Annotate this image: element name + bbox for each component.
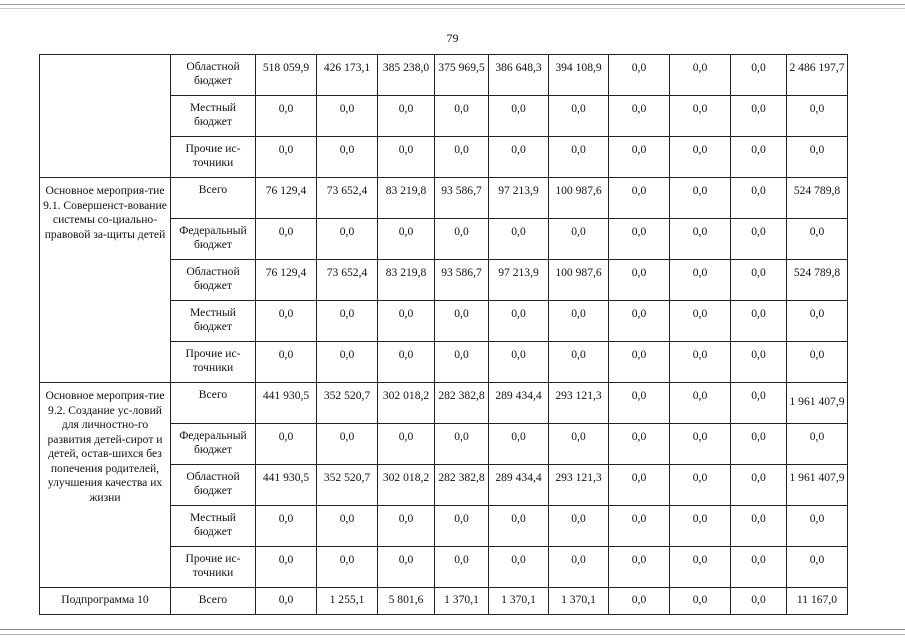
table-row — [40, 178, 848, 219]
value-cell: 0,0 — [731, 301, 787, 342]
source-cell: Местный бюджет — [171, 506, 256, 547]
value-cell: 1 961 407,9 — [787, 383, 848, 424]
event-name-cell: Основное мероприя-тие 9.1. Совершенст-вование системы со-циально-правовой за-щиты детей — [40, 178, 171, 383]
value-cell: 0,0 — [489, 137, 549, 178]
value-cell: 0,0 — [435, 506, 489, 547]
value-cell: 0,0 — [670, 55, 731, 96]
value-cell: 0,0 — [549, 424, 609, 465]
value-cell: 352 520,7 — [317, 383, 378, 424]
event-name-cell: Основное мероприя-тие 9.2. Создание ус-ловий для личностно-го развития детей-сирот и детей, остав-шихся без попечения родителей, улучшения качества их жизни — [40, 383, 171, 588]
top-rule — [0, 4, 905, 5]
value-cell: 0,0 — [549, 219, 609, 260]
value-cell: 0,0 — [256, 96, 317, 137]
value-cell: 0,0 — [609, 383, 670, 424]
value-cell: 0,0 — [670, 301, 731, 342]
value-cell: 0,0 — [670, 137, 731, 178]
value-cell: 0,0 — [670, 342, 731, 383]
value-cell: 441 930,5 — [256, 383, 317, 424]
value-cell: 0,0 — [731, 260, 787, 301]
value-cell: 0,0 — [489, 547, 549, 588]
value-cell: 76 129,4 — [256, 178, 317, 219]
table-row — [40, 588, 848, 615]
value-cell: 93 586,7 — [435, 260, 489, 301]
value-cell: 0,0 — [378, 547, 435, 588]
value-cell: 0,0 — [378, 424, 435, 465]
value-cell: 0,0 — [549, 342, 609, 383]
value-cell: 293 121,3 — [549, 383, 609, 424]
value-cell: 83 219,8 — [378, 260, 435, 301]
value-cell: 0,0 — [549, 506, 609, 547]
value-cell: 0,0 — [317, 424, 378, 465]
value-cell: 1 370,1 — [489, 588, 549, 615]
value-cell: 0,0 — [787, 301, 848, 342]
value-cell: 0,0 — [609, 137, 670, 178]
source-cell: Федеральный бюджет — [171, 424, 256, 465]
value-cell: 0,0 — [670, 178, 731, 219]
budget-table-body — [40, 55, 848, 615]
source-cell: Федеральный бюджет — [171, 219, 256, 260]
table-row — [40, 383, 848, 424]
value-cell: 0,0 — [670, 465, 731, 506]
value-cell: 0,0 — [317, 342, 378, 383]
value-cell: 0,0 — [787, 137, 848, 178]
value-cell: 100 987,6 — [549, 260, 609, 301]
value-cell: 0,0 — [378, 137, 435, 178]
value-cell: 1 961 407,9 — [787, 465, 848, 506]
value-cell: 0,0 — [317, 96, 378, 137]
value-cell: 0,0 — [256, 547, 317, 588]
value-cell: 0,0 — [489, 342, 549, 383]
value-cell: 0,0 — [549, 96, 609, 137]
source-cell: Прочие ис-точники — [171, 137, 256, 178]
value-cell: 0,0 — [731, 547, 787, 588]
event-name-cell — [40, 55, 171, 178]
source-cell: Всего — [171, 588, 256, 615]
value-cell: 0,0 — [549, 301, 609, 342]
value-cell: 0,0 — [256, 506, 317, 547]
value-cell: 0,0 — [549, 547, 609, 588]
value-cell: 0,0 — [378, 301, 435, 342]
value-cell: 0,0 — [731, 424, 787, 465]
value-cell: 0,0 — [435, 301, 489, 342]
value-cell: 0,0 — [489, 301, 549, 342]
value-cell: 0,0 — [609, 96, 670, 137]
source-cell: Местный бюджет — [171, 301, 256, 342]
value-cell: 76 129,4 — [256, 260, 317, 301]
value-cell: 302 018,2 — [378, 465, 435, 506]
value-cell: 93 586,7 — [435, 178, 489, 219]
value-cell: 0,0 — [317, 219, 378, 260]
value-cell: 426 173,1 — [317, 55, 378, 96]
value-cell: 0,0 — [378, 96, 435, 137]
top-rule-secondary — [0, 8, 905, 9]
source-cell: Областной бюджет — [171, 260, 256, 301]
value-cell: 0,0 — [378, 506, 435, 547]
value-cell: 83 219,8 — [378, 178, 435, 219]
value-cell: 0,0 — [317, 301, 378, 342]
value-cell: 0,0 — [787, 219, 848, 260]
value-cell: 0,0 — [731, 178, 787, 219]
value-cell: 0,0 — [670, 219, 731, 260]
value-cell: 0,0 — [787, 547, 848, 588]
value-cell: 386 648,3 — [489, 55, 549, 96]
value-cell: 0,0 — [489, 424, 549, 465]
value-cell: 0,0 — [731, 588, 787, 615]
value-cell: 0,0 — [256, 424, 317, 465]
value-cell: 5 801,6 — [378, 588, 435, 615]
source-cell: Всего — [171, 178, 256, 219]
source-cell: Местный бюджет — [171, 96, 256, 137]
value-cell: 394 108,9 — [549, 55, 609, 96]
value-cell: 0,0 — [609, 219, 670, 260]
value-cell: 100 987,6 — [549, 178, 609, 219]
value-cell: 11 167,0 — [787, 588, 848, 615]
value-cell: 0,0 — [609, 588, 670, 615]
value-cell: 352 520,7 — [317, 465, 378, 506]
page-number: 79 — [446, 31, 459, 45]
value-cell: 0,0 — [378, 219, 435, 260]
value-cell: 293 121,3 — [549, 465, 609, 506]
source-cell: Областной бюджет — [171, 465, 256, 506]
value-cell: 0,0 — [317, 506, 378, 547]
value-cell: 0,0 — [609, 424, 670, 465]
value-cell: 0,0 — [435, 137, 489, 178]
value-cell: 289 434,4 — [489, 383, 549, 424]
value-cell: 0,0 — [787, 96, 848, 137]
value-cell: 0,0 — [670, 506, 731, 547]
value-cell: 282 382,8 — [435, 383, 489, 424]
table-row — [40, 55, 848, 96]
value-cell: 0,0 — [731, 137, 787, 178]
value-cell: 73 652,4 — [317, 178, 378, 219]
value-cell: 0,0 — [256, 588, 317, 615]
value-cell: 0,0 — [609, 465, 670, 506]
value-cell: 0,0 — [549, 137, 609, 178]
value-cell: 0,0 — [731, 465, 787, 506]
value-cell: 0,0 — [670, 547, 731, 588]
value-cell: 0,0 — [256, 342, 317, 383]
value-cell: 302 018,2 — [378, 383, 435, 424]
source-cell: Прочие ис-точники — [171, 547, 256, 588]
value-cell: 0,0 — [731, 342, 787, 383]
source-cell: Прочие ис-точники — [171, 342, 256, 383]
value-cell: 1 370,1 — [549, 588, 609, 615]
value-cell: 0,0 — [609, 506, 670, 547]
value-cell: 0,0 — [609, 55, 670, 96]
value-cell: 0,0 — [731, 96, 787, 137]
value-cell: 0,0 — [670, 383, 731, 424]
value-cell: 2 486 197,7 — [787, 55, 848, 96]
value-cell: 0,0 — [256, 301, 317, 342]
budget-table — [39, 54, 848, 615]
value-cell: 0,0 — [609, 301, 670, 342]
value-cell: 385 238,0 — [378, 55, 435, 96]
value-cell: 518 059,9 — [256, 55, 317, 96]
value-cell: 1 370,1 — [435, 588, 489, 615]
value-cell: 0,0 — [787, 506, 848, 547]
value-cell: 0,0 — [489, 219, 549, 260]
value-cell: 0,0 — [435, 547, 489, 588]
value-cell: 282 382,8 — [435, 465, 489, 506]
value-cell: 0,0 — [670, 260, 731, 301]
value-cell: 0,0 — [256, 219, 317, 260]
value-cell: 0,0 — [609, 342, 670, 383]
value-cell: 0,0 — [731, 383, 787, 424]
value-cell: 375 969,5 — [435, 55, 489, 96]
value-cell: 0,0 — [489, 96, 549, 137]
value-cell: 441 930,5 — [256, 465, 317, 506]
value-cell: 0,0 — [435, 424, 489, 465]
value-cell: 73 652,4 — [317, 260, 378, 301]
value-cell: 0,0 — [609, 260, 670, 301]
value-cell: 0,0 — [670, 424, 731, 465]
value-cell: 0,0 — [731, 219, 787, 260]
value-cell: 97 213,9 — [489, 260, 549, 301]
value-cell: 0,0 — [670, 96, 731, 137]
value-cell: 289 434,4 — [489, 465, 549, 506]
bottom-rule-secondary — [0, 634, 905, 635]
value-cell: 0,0 — [489, 506, 549, 547]
event-name-cell: Подпрограмма 10 — [40, 588, 171, 615]
value-cell: 0,0 — [670, 588, 731, 615]
value-cell: 0,0 — [609, 547, 670, 588]
source-cell: Всего — [171, 383, 256, 424]
value-cell: 524 789,8 — [787, 178, 848, 219]
value-cell: 0,0 — [609, 178, 670, 219]
source-cell: Областной бюджет — [171, 55, 256, 96]
value-cell: 0,0 — [435, 342, 489, 383]
value-cell: 0,0 — [787, 342, 848, 383]
bottom-rule — [0, 629, 905, 630]
value-cell: 97 213,9 — [489, 178, 549, 219]
value-cell: 0,0 — [731, 506, 787, 547]
value-cell: 0,0 — [731, 55, 787, 96]
value-cell: 0,0 — [435, 219, 489, 260]
value-cell: 0,0 — [378, 342, 435, 383]
value-cell: 0,0 — [256, 137, 317, 178]
value-cell: 0,0 — [435, 96, 489, 137]
value-cell: 1 255,1 — [317, 588, 378, 615]
value-cell: 524 789,8 — [787, 260, 848, 301]
value-cell: 0,0 — [787, 424, 848, 465]
value-cell: 0,0 — [317, 547, 378, 588]
value-cell: 0,0 — [317, 137, 378, 178]
